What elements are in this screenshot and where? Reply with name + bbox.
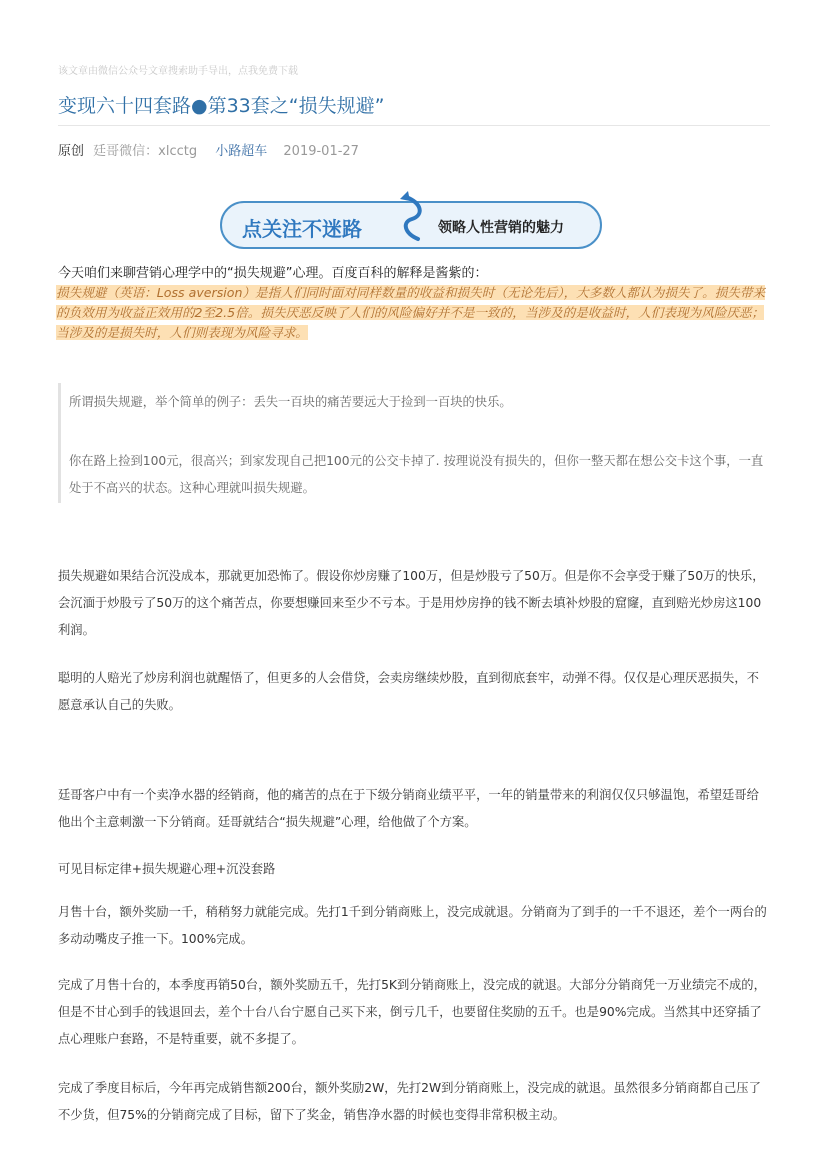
paragraph-6: 完成了月售十台的，本季度再销50台，额外奖励五千，先打5K到分销商账上，没完成的就退。大部分分销商凭一万业绩完不成的，但是不甘心到手的钱退回去，差个十台八台宁愿自己买下来，倒亏几千，也要留住奖励的五千。也是90%完成。当然其中还穿插了点心理账户套路，不是特重要，就不多提了。	[58, 978, 766, 1046]
paragraph-1: 损失规避如果结合沉没成本，那就更加恐怖了。假设你炒房赚了100万，但是炒股亏了50万。但是你不会享受于赚了50万的快乐，会沉湎于炒股亏了50万的这个痛苦点，你要想赚回来至少不亏本。于是用炒房挣的钱不断去填补炒股的窟窿，直到赔光炒房这100利润。	[58, 569, 765, 637]
article-title: 变现六十四套路●第33套之“损失规避”	[58, 95, 385, 117]
publish-date: 2019-01-27	[283, 144, 359, 159]
intro-text: 今天咱们来聊营销心理学中的“损失规避”心理。百度百科的解释是酱紫的：	[58, 266, 488, 281]
blockquote	[58, 383, 773, 503]
paragraph-4: 可见目标定律+损失规避心理+沉没套路	[58, 862, 276, 876]
export-notice[interactable]: 该文章由微信公众号文章搜索助手导出，点我免费下载	[58, 66, 298, 77]
divider	[58, 125, 770, 126]
paragraph-3: 廷哥客户中有一个卖净水器的经销商，他的痛苦的点在于下级分销商业绩平平，一年的销量带来的利润仅仅只够温饱，希望廷哥给他出个主意刺激一下分销商。廷哥就结合“损失规避”心理，给他做了个方案。	[58, 788, 759, 829]
highlight-text: 损失规避（英语：Loss aversion）是指人们同时面对同样数量的收益和损失时（无论先后），大多数人都认为损失了。损失带来的负效用为收益正效用的2至2.5倍。损失厌恶反映了人们的风险偏好并不是一致的，当涉及的是收益时，人们表现为风险厌恶；当涉及的是损失时，人们则表现为风险寻求。	[56, 285, 766, 340]
paragraph-2: 聪明的人赔光了炒房利润也就醒悟了，但更多的人会借贷，会卖房继续炒股，直到彻底套牢，动弹不得。仅仅是心理厌恶损失，不愿意承认自己的失败。	[58, 671, 759, 712]
banner-left-text: 点关注不迷路	[242, 217, 362, 241]
banner-right-text: 领略人性营销的魅力	[438, 220, 564, 236]
swirl-arrow-icon	[398, 189, 428, 247]
article-meta	[58, 140, 359, 159]
quote-line-2: 你在路上捡到100元，很高兴；到家发现自己把100元的公交卡掉了. 按理说没有损失的，但你一整天都在想公交卡这个事，一直处于不高兴的状态。这种心理就叫损失规避。	[69, 454, 764, 495]
follow-banner	[220, 201, 602, 249]
paragraph-5: 月售十台，额外奖励一千，稍稍努力就能完成。先打1千到分销商账上，没完成就退。分销商为了到手的一千不退还，差个一两台的多动动嘴皮子推一下。100%完成。	[58, 905, 767, 946]
account-link[interactable]: 小路超车	[215, 144, 268, 159]
highlighted-definition	[56, 283, 770, 343]
original-tag: 原创	[58, 144, 85, 159]
author: 廷哥微信：xlcctg	[93, 144, 198, 159]
paragraph-7: 完成了季度目标后，今年再完成销售额200台，额外奖励2W，先打2W到分销商账上，没完成的就退。虽然很多分销商都自己压了不少货，但75%的分销商完成了目标，留下了奖金，销售净水器的时候也变得非常积极主动。	[58, 1081, 761, 1122]
quote-line-1: 所谓损失规避，举个简单的例子：丢失一百块的痛苦要远大于捡到一百块的快乐。	[69, 395, 512, 409]
